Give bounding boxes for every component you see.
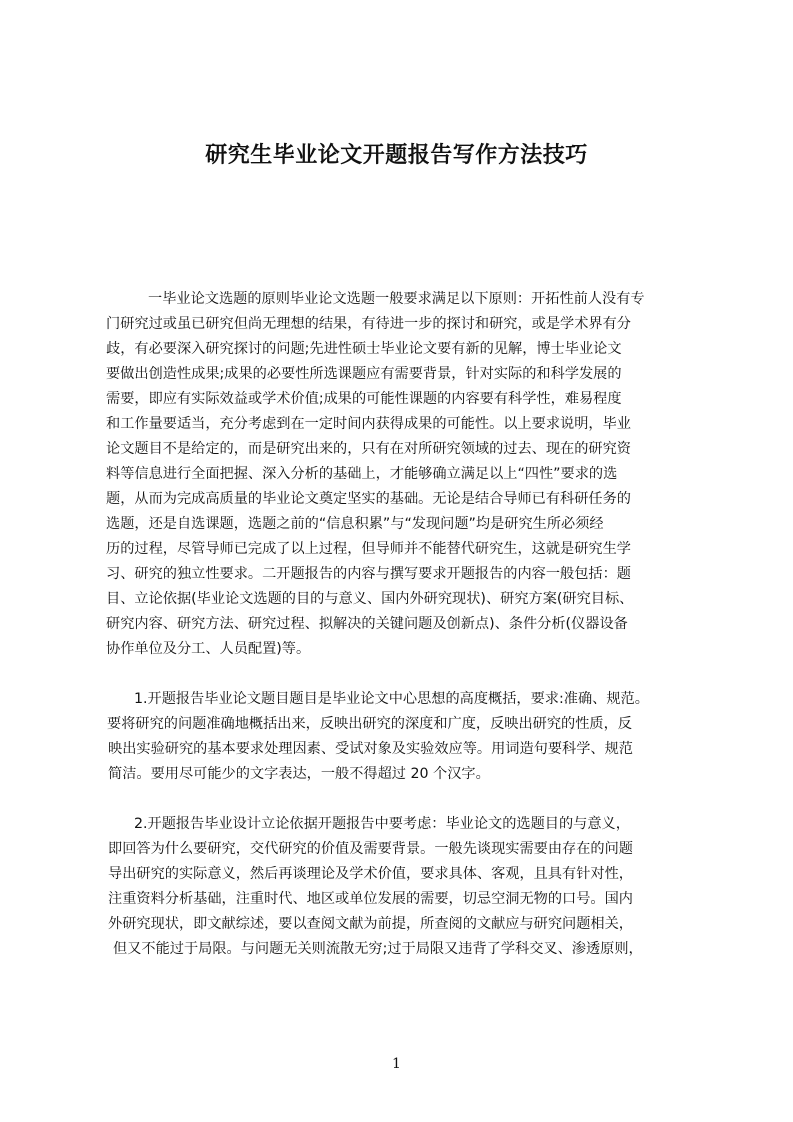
paragraph-line: 要将研究的问题准确地概括出来，反映出研究的深度和广度，反映出研究的性质，反 [107,716,632,732]
paragraph-line: 协作单位及分工、人员配置)等。 [106,641,311,657]
paragraph-line: 一毕业论文选题的原则毕业论文选题一般要求满足以下原则：开拓性前人没有专 [148,291,645,307]
paragraph-line: 题，从而为完成高质量的毕业论文奠定坚实的基础。无论是结合导师已有科研任务的 [106,491,631,507]
paragraph-line: 歧，有必要深入研究探讨的问题;先进性硕士毕业论文要有新的见解，博士毕业论文 [106,341,622,357]
paragraph-line: 即回答为什么要研究，交代研究的价值及需要背景。一般先谈现实需要由存在的问题 [108,841,633,857]
document-body [106,287,700,962]
paragraph-line: 但又不能过于局限。与问题无关则流散无穷;过于局限又违背了学科交叉、渗透原则， [113,941,643,957]
paragraph-line: 1.开题报告毕业论文题目题目是毕业论文中心思想的高度概括，要求:准确、规范。 [134,691,649,707]
paragraph-gap [106,662,700,687]
paragraph-line: 需要，即应有实际效益或学术价值;成果的可能性课题的内容要有科学性，难易程度 [106,391,622,407]
paragraph-line: 外研究现状，即文献综述，要以查阅文献为前提，所查阅的文献应与研究问题相关， [108,916,633,932]
paragraph-line: 2.开题报告毕业设计立论依据开题报告中要考虑：毕业论文的选题目的与意义， [134,816,630,832]
paragraph-line: 门研究过或虽已研究但尚无理想的结果，有待进一步的探讨和研究，或是学术界有分 [106,316,631,332]
paragraph-line: 要做出创造性成果;成果的必要性所选课题应有需要背景，针对实际的和科学发展的 [106,366,622,382]
paragraph-line: 研究内容、研究方法、研究过程、拟解决的关键问题及创新点)、条件分析(仪器设备 [106,616,628,632]
paragraph-gap [106,787,700,812]
paragraph-line: 习、研究的独立性要求。二开题报告的内容与撰写要求开题报告的内容一般包括：题 [106,566,631,582]
document-title: 研究生毕业论文开题报告写作方法技巧 [205,143,588,168]
page-number: 1 [392,1056,401,1072]
paragraph-line: 注重资料分析基础，注重时代、地区或单位发展的需要，切忌空洞无物的口号。国内 [108,891,633,907]
paragraph-line: 历的过程，尽管导师已完成了以上过程，但导师并不能替代研究生，这就是研究生学 [106,541,631,557]
paragraph-line: 和工作量要适当，充分考虑到在一定时间内获得成果的可能性。以上要求说明，毕业 [106,416,631,432]
paragraph-line: 料等信息进行全面把握、深入分析的基础上，才能够确立满足以上“四性”要求的选 [106,466,618,482]
paragraph-line: 选题，还是自选课题，选题之前的“信息积累”与“发现问题”均是研究生所必须经 [106,516,604,532]
paragraph-line: 目、立论依据(毕业论文选题的目的与意义、国内外研究现状)、研究方案(研究目标、 [106,591,634,607]
paragraph-line: 简洁。要用尽可能少的文字表达，一般不得超过 20 个汉字。 [108,766,490,782]
paragraph-line: 映出实验研究的基本要求处理因素、受试对象及实验效应等。用词造句要科学、规范 [108,741,633,757]
paragraph-line: 论文题目不是给定的，而是研究出来的，只有在对所研究领域的过去、现在的研究资 [106,441,631,457]
paragraph-line: 导出研究的实际意义，然后再谈理论及学术价值，要求具体、客观，且具有针对性， [108,866,633,882]
